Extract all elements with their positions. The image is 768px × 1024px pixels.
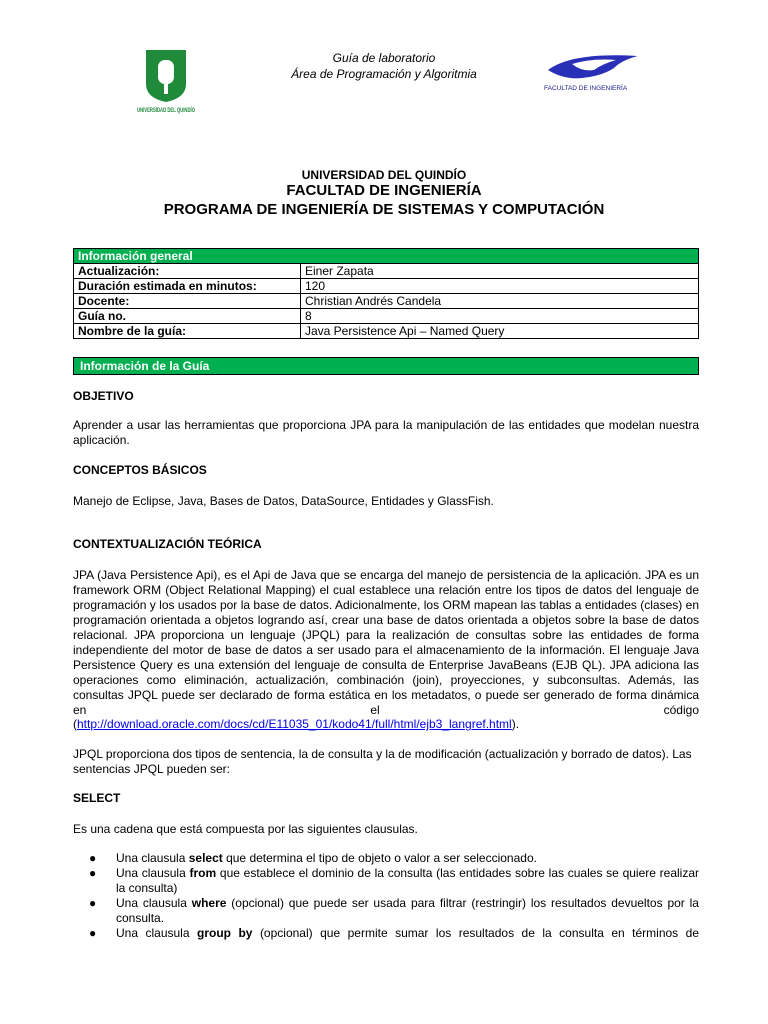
bullet-icon: ●	[89, 896, 97, 910]
row-value: 120	[301, 279, 699, 294]
general-info-header: Información general	[74, 249, 699, 264]
basics-heading: CONCEPTOS BÁSICOS	[73, 463, 207, 477]
list-item	[73, 896, 699, 926]
bullet-icon: ●	[89, 926, 97, 940]
oracle-docs-link[interactable]: http://download.oracle.com/docs/cd/E11035_01/kodo41/full/html/ejb3_langref.html	[77, 717, 512, 731]
objective-text: Aprender a usar las herramientas que proporciona JPA para la manipulación de las entidades que modelan nuestra aplicación.	[73, 418, 699, 447]
bullet-pre: Una clausula	[116, 896, 192, 910]
row-value: Einer Zapata	[301, 264, 699, 279]
bullet-pre: Una clausula	[116, 926, 197, 940]
bullet-keyword: group by	[197, 926, 253, 940]
row-key: Guía no.	[74, 309, 301, 324]
list-item	[73, 851, 699, 866]
table-row	[74, 309, 699, 324]
bullet-post: que establece el dominio de la consulta (las entidades sobre las cuales se quiere realizar la consulta)	[116, 866, 699, 895]
faculty-logo	[542, 50, 648, 96]
link-suffix: ).	[511, 717, 520, 731]
bullet-keyword: select	[188, 851, 223, 865]
list-item	[73, 866, 699, 896]
header-subtitle-1: Guía de laboratorio	[332, 51, 436, 65]
select-intro: Es una cadena que está compuesta por las siguientes clausulas.	[73, 822, 418, 836]
faculty-wing-icon	[542, 50, 648, 96]
link-prefix: (	[73, 717, 77, 731]
theory-heading: CONTEXTUALIZACIÓN TEÓRICA	[73, 537, 262, 551]
bullet-post: (opcional) que permite sumar los resultados de la consulta en términos de	[252, 926, 700, 940]
table-row	[74, 279, 699, 294]
bullet-icon: ●	[89, 866, 97, 880]
table-row	[74, 264, 699, 279]
university-shield-icon	[136, 48, 227, 122]
row-key: Duración estimada en minutos:	[74, 279, 301, 294]
row-value: Java Persistence Api – Named Query	[301, 324, 699, 339]
list-item	[73, 926, 699, 941]
header-subtitle-2: Área de Programación y Algoritmia	[291, 67, 477, 81]
right-logo-text: FACULTAD DE INGENIERÍA	[544, 85, 628, 92]
bullet-icon: ●	[89, 851, 97, 865]
university-logo	[136, 48, 227, 122]
bullet-keyword: where	[191, 896, 227, 910]
bullet-keyword: from	[189, 866, 217, 880]
program-title: PROGRAMA DE INGENIERÍA DE SISTEMAS Y COMPUTACIÓN	[163, 201, 605, 218]
basics-text: Manejo de Eclipse, Java, Bases de Datos, DataSource, Entidades y GlassFish.	[73, 494, 494, 508]
row-value: Christian Andrés Candela	[301, 294, 699, 309]
bullet-pre: Una clausula	[116, 851, 189, 865]
bullet-post: que determina el tipo de objeto o valor a ser seleccionado.	[222, 851, 537, 865]
row-key: Actualización:	[74, 264, 301, 279]
general-info-table	[73, 248, 699, 339]
bullet-post: (opcional) que puede ser usada para filtrar (restringir) los resultados devueltos por la consulta.	[116, 896, 699, 925]
objective-heading: OBJETIVO	[73, 389, 134, 403]
table-row	[74, 294, 699, 309]
university-title: UNIVERSIDAD DEL QUINDÍO	[301, 168, 467, 182]
table-row	[74, 324, 699, 339]
row-key: Nombre de la guía:	[74, 324, 301, 339]
theory-paragraph-2: JPQL proporciona dos tipos de sentencia, la de consulta y la de modificación (actualización y borrado de datos). Las sentencias JPQL pueden ser:	[73, 747, 692, 776]
theory-link-line	[73, 717, 699, 732]
guide-info-band: Información de la Guía	[73, 357, 699, 375]
select-heading: SELECT	[73, 791, 121, 805]
left-logo-text: UNIVERSIDAD DEL QUINDÍO	[137, 107, 227, 114]
faculty-title: FACULTAD DE INGENIERÍA	[286, 182, 482, 199]
row-key: Docente:	[74, 294, 301, 309]
bullet-pre: Una clausula	[116, 866, 190, 880]
row-value: 8	[301, 309, 699, 324]
theory-paragraph: JPA (Java Persistence Api), es el Api de Java que se encarga del manejo de persistencia de la aplicación. JPA es un framework ORM (Object Relational Mapping) el cual establece una relación entre los tipos de datos del lenguaje de programación y los usados por la base de datos. Adicionalmente, los ORM mapean las tablas a entidades (clases) en programación orientada a objetos logrando así, crear una base de datos orientada a objetos sobre la base de datos relacional. JPA proporciona un lenguaje (JPQL) para la realización de consultas sobre las entidades de forma independiente del motor de base de datos a ser usado para el almacenamiento de la información. El lenguaje Java Persistence Query es una extensión del lenguaje de consulta de Enterprise JavaBeans (EJB QL). JPA adiciona las operaciones como eliminación, actualización, combinación (join), proyecciones, y subconsultas. Además, las consultas JPQL puede ser declarado de forma estática en los metadatos, o puede ser generado de forma dinámica en el código	[73, 568, 699, 717]
